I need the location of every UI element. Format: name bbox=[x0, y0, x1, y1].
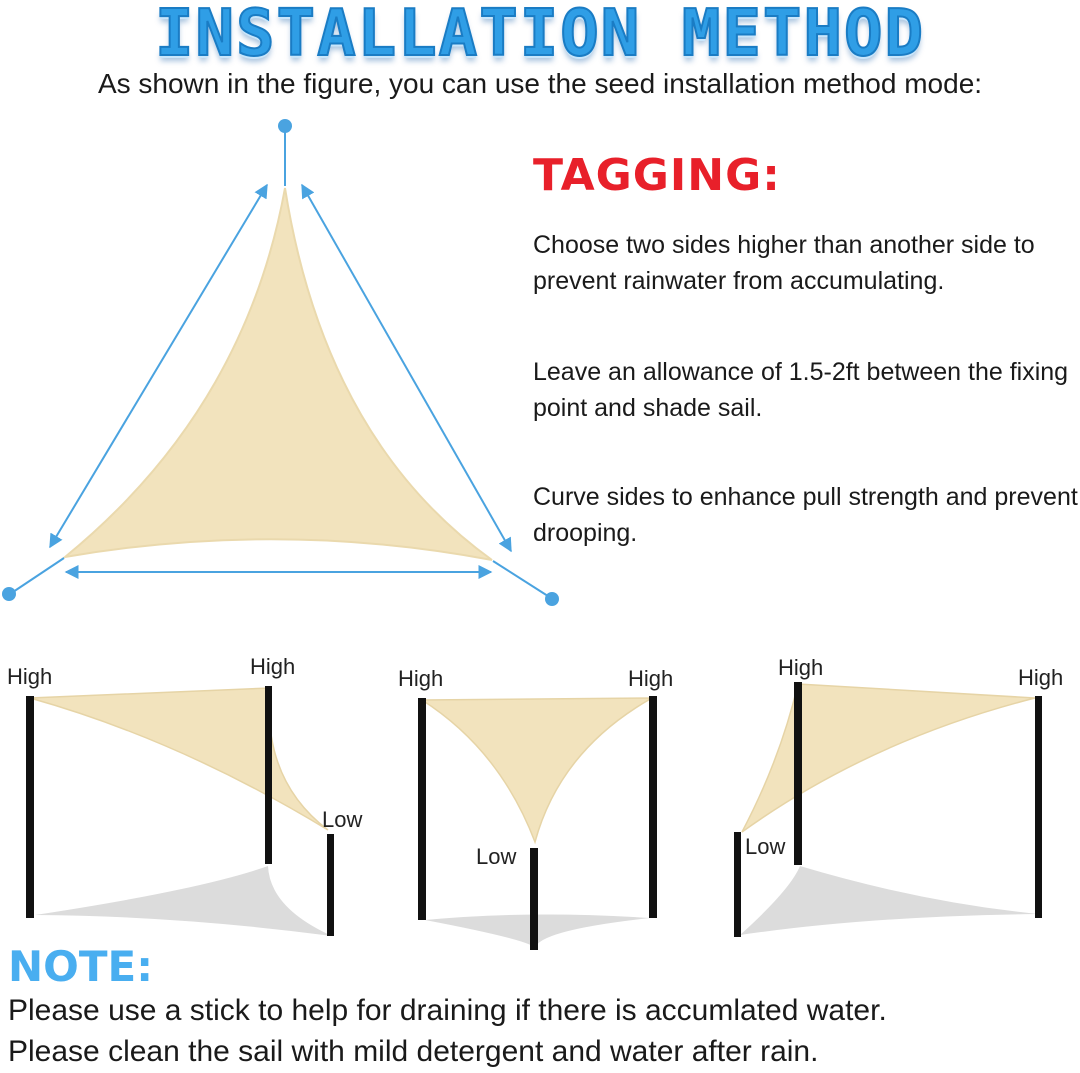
tagging-point-1: Choose two sides higher than another side to prevent rainwater from accumulating. bbox=[533, 231, 1035, 295]
label-high: High bbox=[628, 666, 674, 691]
pole bbox=[265, 686, 272, 864]
sail bbox=[742, 684, 1035, 832]
tagging-point-2: Leave an allowance of 1.5-2ft between the fixing point and shade sail. bbox=[533, 358, 1069, 422]
note-line-2: Please clean the sail with mild detergent and water after rain. bbox=[8, 1035, 819, 1068]
label-high: High bbox=[250, 654, 296, 679]
sail bbox=[422, 698, 652, 842]
label-high: High bbox=[778, 655, 824, 680]
sail bbox=[30, 688, 328, 830]
pole bbox=[734, 832, 741, 937]
anchor-point-top bbox=[278, 119, 292, 133]
pole bbox=[1035, 696, 1042, 918]
label-high: High bbox=[7, 664, 53, 689]
ground-shadow bbox=[740, 866, 1038, 935]
pole bbox=[327, 834, 334, 936]
pole bbox=[649, 696, 657, 918]
pole bbox=[794, 682, 802, 865]
triangle-sail bbox=[65, 188, 492, 560]
anchor-point-left bbox=[2, 587, 16, 601]
note-heading: NOTE: bbox=[8, 942, 153, 991]
label-low: Low bbox=[322, 807, 363, 832]
pole bbox=[418, 698, 426, 920]
label-high: High bbox=[398, 666, 444, 691]
tagging-heading: TAGGING: bbox=[533, 150, 781, 201]
installation-diagram-1 bbox=[0, 640, 380, 950]
tagging-point-3: Curve sides to enhance pull strength and prevent drooping. bbox=[533, 483, 1078, 547]
note-line-1: Please use a stick to help for draining if there is accumlated water. bbox=[8, 994, 887, 1027]
label-high: High bbox=[1018, 665, 1064, 690]
pole bbox=[530, 848, 538, 950]
pole bbox=[26, 696, 34, 918]
anchor-point-right bbox=[545, 592, 559, 606]
main-sail-diagram bbox=[0, 110, 560, 610]
label-low: Low bbox=[476, 844, 517, 869]
ground-shadow bbox=[35, 866, 332, 936]
label-low: Low bbox=[745, 834, 786, 859]
page-title: INSTALLATION METHOD bbox=[154, 0, 926, 71]
subtitle: As shown in the figure, you can use the seed installation method mode: bbox=[97, 68, 983, 99]
